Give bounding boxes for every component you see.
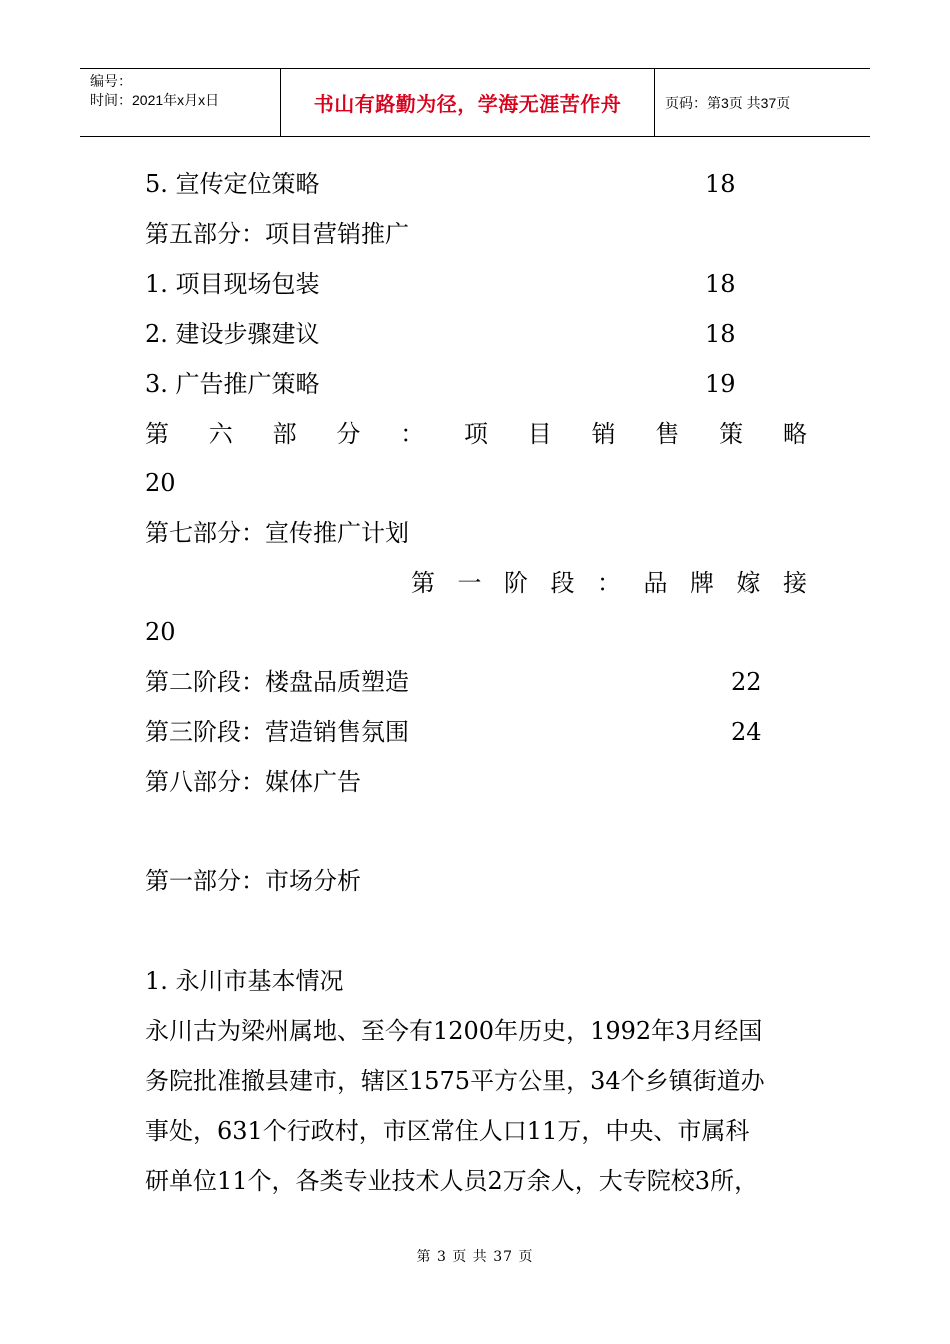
toc-char: 第 <box>145 420 169 448</box>
toc-char: 销 <box>591 420 616 448</box>
toc-char: 售 <box>655 420 680 448</box>
toc-entry-page: 18 <box>705 270 736 298</box>
toc-char: 项 <box>463 420 488 448</box>
toc-char: 嫁 <box>736 569 761 597</box>
toc-entry-text: 2. 建设步骤建议 <box>145 320 320 348</box>
toc-char: 阶 <box>504 569 528 597</box>
number-label: 编号： <box>90 73 132 89</box>
toc-entry-text: 第五部分：项目营销推广 <box>145 220 409 248</box>
paragraph-line: 永川古为梁州属地、至今有1200年历史，1992年3月经国 <box>145 1017 763 1045</box>
toc-char: 部 <box>272 420 297 448</box>
toc-char: 目 <box>527 420 552 448</box>
header-page-info: 页码：第3页 共37页 <box>665 94 791 111</box>
toc-entry-text: 1. 项目现场包装 <box>145 270 320 298</box>
toc-entry-page: 18 <box>705 170 736 198</box>
subsection-title: 1. 永川市基本情况 <box>145 967 344 995</box>
paragraph-line: 事处，631个行政村，市区常住人口11万，中央、市属科 <box>145 1117 750 1145</box>
time-label: 时间：2021年x月x日 <box>90 92 220 108</box>
toc-char: 分 <box>336 420 361 448</box>
toc-entry-justified <box>411 568 807 598</box>
toc-entry-text: 第二阶段：楼盘品质塑造 <box>145 668 409 696</box>
toc-char: 牌 <box>690 569 714 597</box>
toc-entry-page: 24 <box>731 718 762 746</box>
toc-char: 策 <box>719 420 744 448</box>
toc-entry-text: 第三阶段：营造销售氛围 <box>145 718 409 746</box>
toc-entry-text: 3. 广告推广策略 <box>145 370 320 398</box>
page-footer: 第 3 页 共 37 页 <box>416 1249 534 1265</box>
paragraph-line: 研单位11个，各类专业技术人员2万余人，大专院校3所， <box>145 1167 759 1195</box>
section-title: 第一部分：市场分析 <box>145 867 361 895</box>
toc-entry-page: 20 <box>145 469 176 497</box>
toc-entry-page: 18 <box>705 320 736 348</box>
toc-entry-justified <box>145 419 807 449</box>
toc-char: 段 <box>550 569 575 597</box>
header-motto: 书山有路勤为径，学海无涯苦作舟 <box>281 69 655 136</box>
document-header <box>80 68 870 137</box>
toc-entry-page: 22 <box>731 668 762 696</box>
toc-char: 一 <box>457 569 482 597</box>
toc-char: 品 <box>643 569 668 597</box>
toc-entry-text: 第八部分：媒体广告 <box>145 768 361 796</box>
toc-char: 接 <box>783 569 807 597</box>
toc-char: 六 <box>208 420 233 448</box>
header-meta <box>80 69 281 136</box>
toc-entry-text: 5. 宣传定位策略 <box>145 170 320 198</box>
toc-char: ： <box>597 569 621 597</box>
toc-char: ： <box>400 420 425 448</box>
paragraph-line: 务院批准撤县建市，辖区1575平方公里，34个乡镇街道办 <box>145 1067 765 1095</box>
toc-entry-page: 20 <box>145 618 176 646</box>
toc-entry-page: 19 <box>705 370 736 398</box>
toc-entry-text: 第七部分：宣传推广计划 <box>145 519 409 547</box>
toc-char: 略 <box>782 420 807 448</box>
toc-char: 第 <box>411 569 435 597</box>
